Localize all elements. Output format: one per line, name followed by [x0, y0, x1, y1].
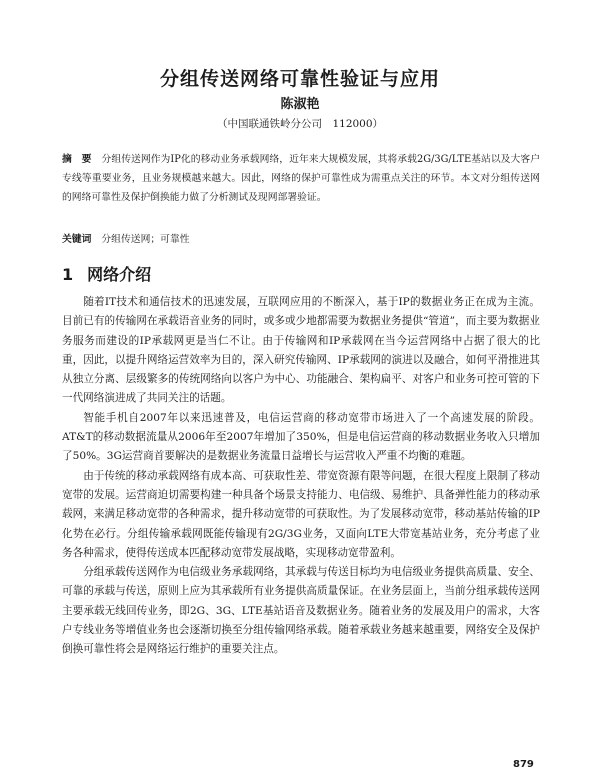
- section-number: 1: [62, 265, 74, 284]
- page-number: 879: [513, 759, 534, 770]
- section-title: 网络介绍: [87, 265, 152, 284]
- abstract: [62, 150, 540, 207]
- body-text: [62, 293, 540, 660]
- author-affiliation: （中国联通铁岭分公司 112000）: [216, 118, 384, 130]
- paper-title: 分组传送网络可靠性验证与应用: [159, 68, 440, 90]
- author-name: 陈淑艳: [280, 97, 320, 112]
- abstract-label: 摘 要: [62, 154, 92, 165]
- keywords-text: 分组传送网；可靠性: [101, 234, 190, 245]
- body-paragraph: 分组承载传送网作为电信级业务承载网络，其承载与传送目标均为电信级业务提供高质量、安全、可靠的承载与传送，原则上应为其承载所有业务提供高质量保证。在业务层面上，当前分组承载传送网主要承载无线回传业务，即2G、3G、LTE基站语音及数据业务。随着业务的发展及用户的需求，大客户专线业务等增值业务也会逐渐切换至分组传输网络承载。随着承载业务越来越重要，网络安全及保护倒换可靠性将会是网络运行维护的重要关注点。: [62, 566, 540, 656]
- keywords-label: 关键词: [62, 234, 92, 245]
- section-heading: [62, 262, 151, 285]
- keywords: [62, 230, 540, 249]
- body-paragraph: 智能手机自2007年以来迅速普及，电信运营商的移动宽带市场进入了一个高速发展的阶段。AT&T的移动数据流量从2006年至2007年增加了350%，但是电信运营商的移动数据业务收入只增加了50%。3G运营商首要解决的是数据业务流量日益增长与运营收入严重不均衡的难题。: [62, 411, 540, 463]
- abstract-text: 分组传送网作为IP化的移动业务承载网络，近年来大规模发展，其将承载2G/3G/LTE基站以及大客户专线等重要业务，且业务规模越来越大。因此，网络的保护可靠性成为需重点关注的环节。本文对分组传送网的网络可靠性及保护倒换能力做了分析测试及现网部署验证。: [62, 154, 540, 203]
- body-paragraph: 由于传统的移动承载网络有成本高、可获取性差、带宽资源有限等问题，在很大程度上限制了移动宽带的发展。运营商迫切需要构建一种具备个场景支持能力、电信级、易维护、具备弹性能力的移动承载网，来满足移动宽带的各种需求，提升移动宽带的可获取性。为了发展移动宽带，移动基站传输的IP化势在必行。分组传输承载网既能传输现有2G/3G业务，又面向LTE大带宽基站业务，充分考虑了业务各种需求，使得传送成本匹配移动宽带发展战略，实现移动宽带盈利。: [62, 469, 540, 559]
- body-paragraph: 随着IT技术和通信技术的迅速发展，互联网应用的不断深入，基于IP的数据业务正在成为主流。目前已有的传输网在承载语音业务的同时，或多或少地都需要为数据业务提供“管道”，而主要为数据业务服务而建设的IP承载网更是当仁不让。由于传输网和IP承载网在当今运营网络中占据了很大的比重，因此，以提升网络运营效率为目的，深入研究传输网、IP承载网的演进以及融合，如何平滑推进其从独立分离、层级繁多的传统网络向以客户为中心、功能融合、架构扁平、对客户和业务可控可管的下一代网络演进成了共同关注的话题。: [62, 296, 540, 405]
